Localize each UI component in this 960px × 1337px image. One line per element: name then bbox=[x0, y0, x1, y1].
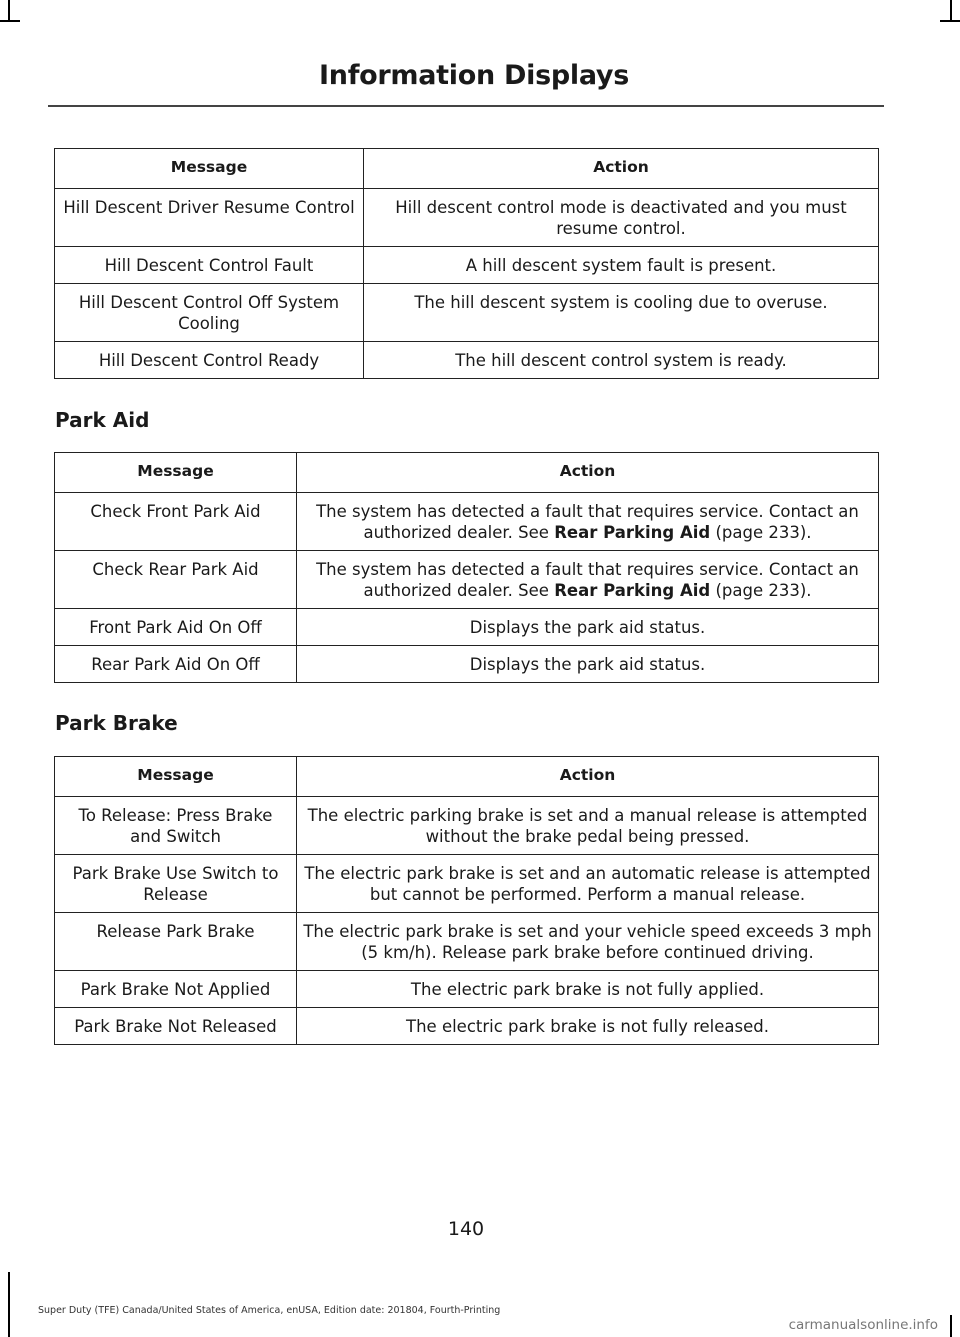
page-number: 140 bbox=[447, 1218, 485, 1240]
column-header-action: Action bbox=[297, 757, 879, 797]
message-cell: Park Brake Not Released bbox=[55, 1008, 297, 1045]
action-cell: The electric park brake is set and your vehicle speed exceeds 3 mph (5 km/h). Release park brake before continued driving. bbox=[297, 913, 879, 971]
table-header-row bbox=[55, 149, 879, 189]
action-cell: Displays the park aid status. bbox=[297, 646, 879, 683]
cross-reference-link[interactable]: Rear Parking Aid bbox=[554, 523, 711, 542]
crop-mark bbox=[8, 0, 10, 20]
message-cell: Hill Descent Driver Resume Control bbox=[55, 189, 364, 247]
action-text: The system has detected a fault that requires service. Contact an authorized dealer. See bbox=[316, 560, 859, 600]
action-cell: Displays the park aid status. bbox=[297, 609, 879, 646]
crop-mark bbox=[940, 20, 960, 22]
action-cell: The electric park brake is not fully released. bbox=[297, 1008, 879, 1045]
page-title: Information Displays bbox=[319, 60, 629, 91]
page-reference: (page 233). bbox=[710, 523, 812, 542]
action-cell bbox=[297, 551, 879, 609]
message-cell: To Release: Press Brake and Switch bbox=[55, 797, 297, 855]
table-row bbox=[55, 646, 879, 683]
message-cell: Park Brake Not Applied bbox=[55, 971, 297, 1008]
message-cell: Rear Park Aid On Off bbox=[55, 646, 297, 683]
message-cell: Front Park Aid On Off bbox=[55, 609, 297, 646]
message-cell: Hill Descent Control Ready bbox=[55, 342, 364, 379]
table-header-row bbox=[55, 757, 879, 797]
column-header-message: Message bbox=[55, 453, 297, 493]
table-row bbox=[55, 609, 879, 646]
column-header-action: Action bbox=[364, 149, 879, 189]
column-header-message: Message bbox=[55, 149, 364, 189]
park-aid-table bbox=[54, 452, 879, 683]
action-cell: A hill descent system fault is present. bbox=[364, 247, 879, 284]
action-cell: The hill descent system is cooling due to overuse. bbox=[364, 284, 879, 342]
table-header-row bbox=[55, 453, 879, 493]
crop-mark bbox=[8, 1272, 10, 1337]
edition-footer: Super Duty (TFE) Canada/United States of America, enUSA, Edition date: 201804, Fourth-Printing bbox=[38, 1305, 501, 1316]
table-row bbox=[55, 913, 879, 971]
table-row bbox=[55, 493, 879, 551]
column-header-message: Message bbox=[55, 757, 297, 797]
column-header-action: Action bbox=[297, 453, 879, 493]
crop-mark bbox=[0, 20, 20, 22]
action-text: The system has detected a fault that requires service. Contact an authorized dealer. See bbox=[316, 502, 859, 542]
table-row bbox=[55, 971, 879, 1008]
cross-reference-link[interactable]: Rear Parking Aid bbox=[554, 581, 711, 600]
page-reference: (page 233). bbox=[710, 581, 812, 600]
table-row bbox=[55, 284, 879, 342]
header-divider bbox=[48, 105, 884, 107]
table-row bbox=[55, 189, 879, 247]
hill-descent-table bbox=[54, 148, 879, 379]
action-cell: The hill descent control system is ready. bbox=[364, 342, 879, 379]
message-cell: Hill Descent Control Fault bbox=[55, 247, 364, 284]
table-row bbox=[55, 551, 879, 609]
table-row bbox=[55, 855, 879, 913]
action-cell: Hill descent control mode is deactivated and you must resume control. bbox=[364, 189, 879, 247]
message-cell: Check Front Park Aid bbox=[55, 493, 297, 551]
message-cell: Park Brake Use Switch to Release bbox=[55, 855, 297, 913]
table-row bbox=[55, 247, 879, 284]
action-cell: The electric parking brake is set and a manual release is attempted without the brake pedal being pressed. bbox=[297, 797, 879, 855]
section-title-park-brake: Park Brake bbox=[55, 711, 178, 735]
crop-mark bbox=[950, 1315, 952, 1337]
action-cell: The electric park brake is set and an automatic release is attempted but cannot be performed. Perform a manual release. bbox=[297, 855, 879, 913]
table-row bbox=[55, 1008, 879, 1045]
message-cell: Check Rear Park Aid bbox=[55, 551, 297, 609]
section-title-park-aid: Park Aid bbox=[55, 408, 150, 432]
table-row bbox=[55, 797, 879, 855]
table-row bbox=[55, 342, 879, 379]
park-brake-table bbox=[54, 756, 879, 1045]
crop-mark bbox=[950, 0, 952, 20]
message-cell: Hill Descent Control Off System Cooling bbox=[55, 284, 364, 342]
action-cell: The electric park brake is not fully applied. bbox=[297, 971, 879, 1008]
watermark-text: carmanualsonline.info bbox=[788, 1317, 938, 1333]
action-cell bbox=[297, 493, 879, 551]
message-cell: Release Park Brake bbox=[55, 913, 297, 971]
